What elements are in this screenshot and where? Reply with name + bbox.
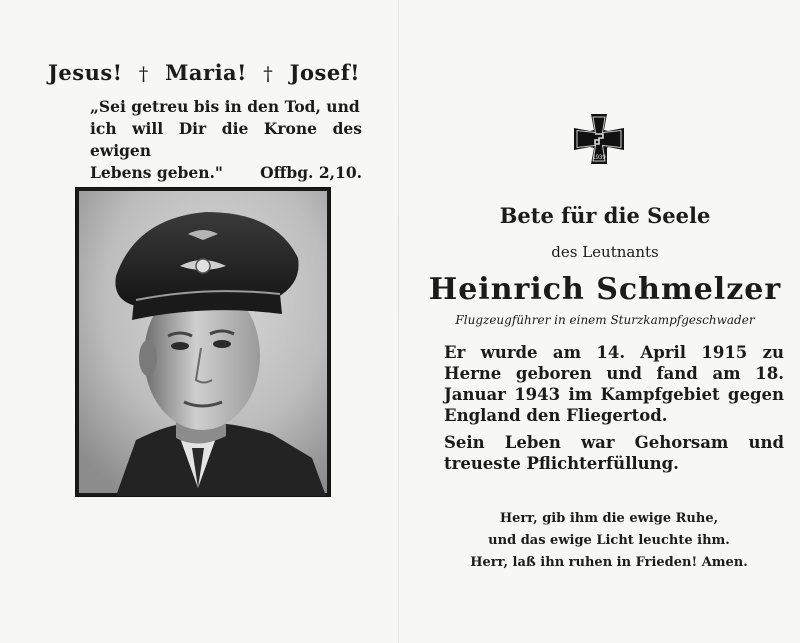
rank-line: des Leutnants [551,243,659,261]
closing-prayer [444,508,774,574]
invocation-jesus: Jesus! [48,60,123,85]
invocation-josef: Josef! [289,60,360,85]
prayer-heading: Bete für die Seele [499,203,711,228]
iron-cross-icon [572,112,626,166]
verse-reference: Offbg. 2,10. [260,163,362,182]
verse-line: ich will Dir die Krone des ewigen [90,119,362,160]
biography-paragraph: Er wurde am 14. April 1915 zu Herne geboren und fand am 18. Januar 1943 im Kampfgebiet gegen England den Fliegertod. [444,343,784,425]
deceased-name: Heinrich Schmelzer [428,272,782,307]
verse-line: Lebens geben." [90,163,223,182]
prayer-line: Herr, gib ihm die ewige Ruhe, [499,511,719,526]
cross-icon: † [138,63,149,85]
verse-line: „Sei getreu bis in den Tod, und [90,97,360,116]
card-fold [398,0,399,643]
prayer-line: und das ewige Licht leuchte ihm. [488,533,730,548]
invocation [48,60,360,85]
portrait-photo [76,188,330,496]
iron-cross-year: 1939 [592,155,606,161]
portrait-illustration [76,188,330,496]
cross-icon: † [263,63,274,85]
invocation-maria: Maria! [165,60,247,85]
prayer-line: Herr, laß ihn ruhen in Frieden! Amen. [470,555,748,570]
biography-paragraph: Sein Leben war Gehorsam und treueste Pflichterfüllung. [444,433,784,473]
role-line: Flugzeugführer in einem Sturzkampfgeschwader [455,313,755,327]
biography [444,342,784,480]
bible-verse [90,96,362,184]
